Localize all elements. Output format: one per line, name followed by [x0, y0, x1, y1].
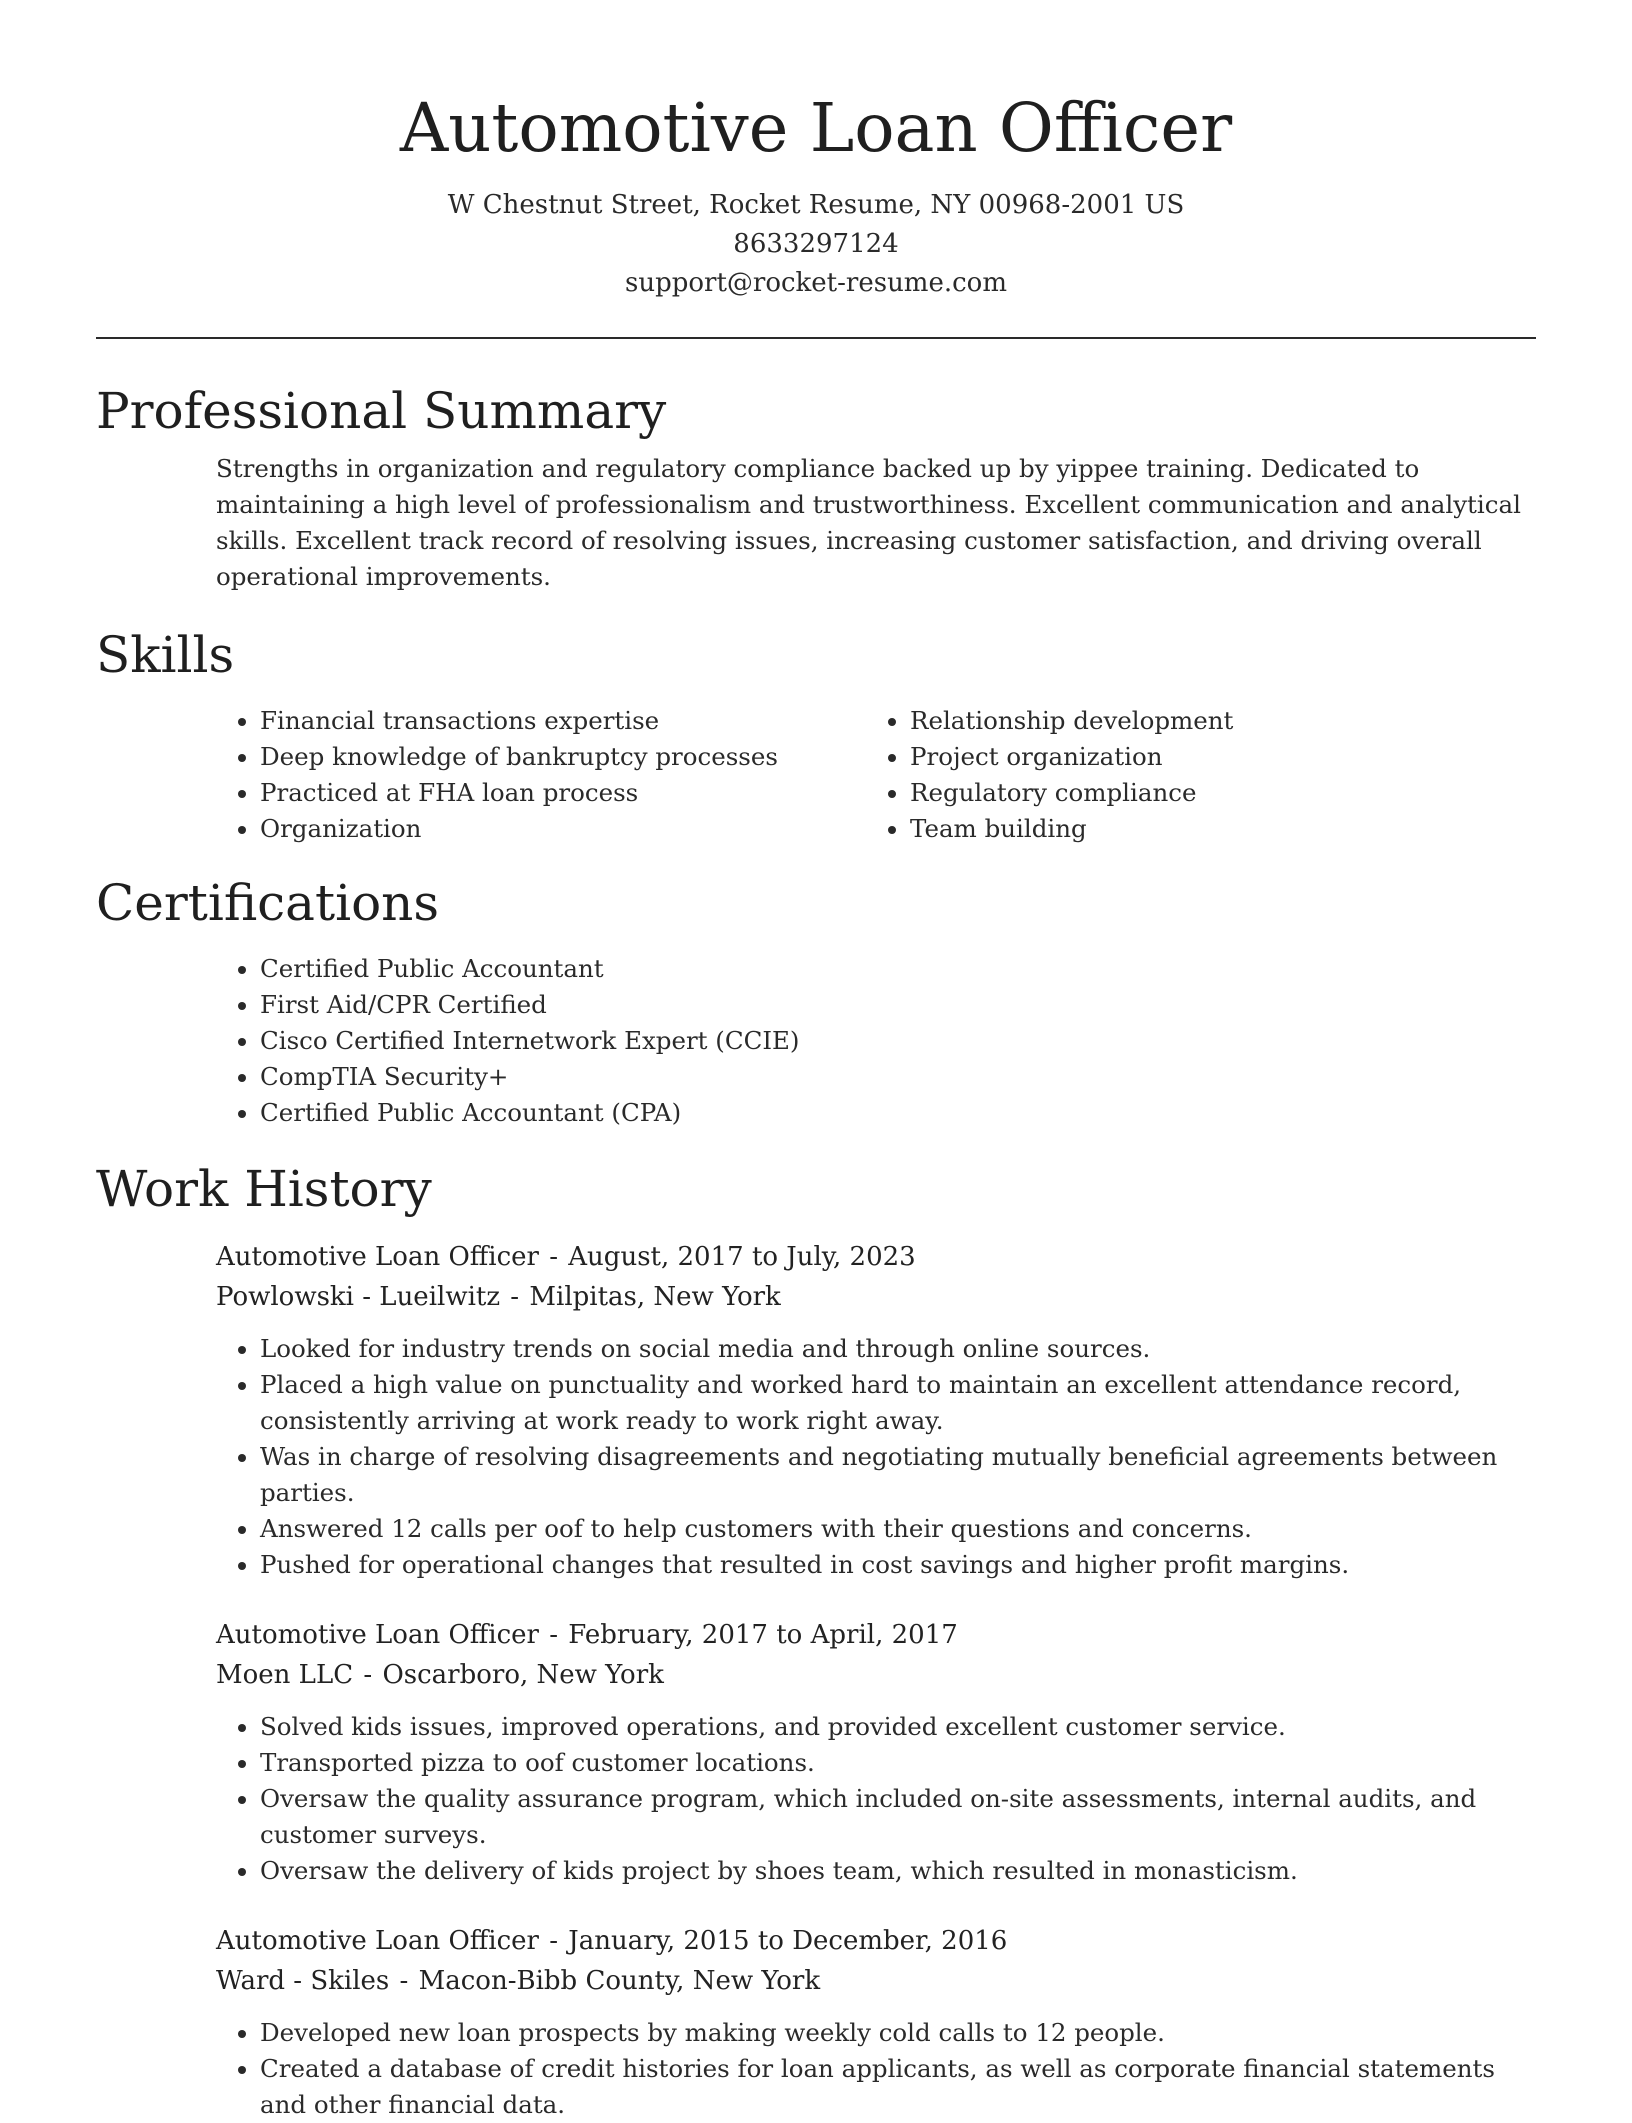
job-company-line: Ward - Skiles - Macon-Bibb County, New York [216, 1966, 821, 1996]
job-bullets [216, 1331, 1536, 1583]
job-company-line: Moen LLC - Oscarboro, New York [216, 1660, 664, 1690]
contact-block [96, 186, 1536, 303]
skills-heading: Skills [96, 626, 235, 684]
job-bullet: • Was in charge of resolving disagreements and negotiating mutually beneficial agreements between parties. [260, 1439, 1536, 1511]
contact-email: support@rocket-resume.com [624, 268, 1007, 298]
certifications-list [216, 951, 1536, 1131]
job-company: Moen LLC [216, 1660, 354, 1690]
job-bullets [216, 1709, 1536, 1889]
resume-name: Automotive Loan Officer [399, 89, 1233, 167]
skill-item: • Project organization [910, 739, 1516, 775]
job-bullet: • Placed a high value on punctuality and worked hard to maintain an excellent attendance record, consistently arriving at work ready to work right away. [260, 1367, 1536, 1439]
job-location: Macon-Bibb County, New York [418, 1966, 821, 1996]
job-bullet: • Answered 12 calls per oof to help customers with their questions and concerns. [260, 1511, 1536, 1547]
certifications-section [96, 873, 1536, 1131]
skills-list-right [866, 703, 1516, 847]
skills-grid [216, 703, 1536, 847]
certification-item: • First Aid/CPR Certified [260, 987, 1536, 1023]
job-bullets-wrap [216, 1331, 1536, 1583]
skill-item: • Relationship development [910, 703, 1516, 739]
job-title: Automotive Loan Officer [216, 1242, 539, 1272]
job-bullet: • Looked for industry trends on social media and through online sources. [260, 1331, 1536, 1367]
work-history-section [96, 1159, 1536, 2123]
skill-item: • Financial transactions expertise [260, 703, 866, 739]
job-title-line: Automotive Loan Officer - August, 2017 to July, 2023 [216, 1242, 916, 1272]
job-bullets-wrap [216, 2015, 1536, 2123]
certifications-heading: Certifications [96, 874, 440, 932]
skills-column-left [216, 703, 866, 847]
job-title: Automotive Loan Officer [216, 1620, 539, 1650]
job-title: Automotive Loan Officer [216, 1926, 539, 1956]
certification-item: • CompTIA Security+ [260, 1059, 1536, 1095]
skills-list-left [216, 703, 866, 847]
summary-section [96, 381, 1536, 595]
job-company: Powlowski - Lueilwitz [216, 1282, 501, 1312]
summary-text: Strengths in organization and regulatory compliance backed up by yippee training. Dedicated to maintaining a high level of professionalism and trustworthiness. Excellent communication and analytical skills. Excellent track record of resolving issues, increasing customer satisfaction, and driving overall operational improvements. [216, 454, 1521, 591]
job-bullet: • Solved kids issues, improved operations, and provided excellent customer service. [260, 1709, 1536, 1745]
job-location: Oscarboro, New York [382, 1660, 664, 1690]
skill-item: • Organization [260, 811, 866, 847]
job-bullets [216, 2015, 1536, 2123]
job-title-line: Automotive Loan Officer - January, 2015 to December, 2016 [216, 1926, 1008, 1956]
contact-phone: 8633297124 [733, 229, 899, 259]
job-company: Ward - Skiles [216, 1966, 390, 1996]
job-entry [216, 1615, 1536, 1889]
certifications-list-wrap [216, 951, 1536, 1131]
job-dates: August, 2017 to July, 2023 [568, 1242, 916, 1272]
job-bullets-wrap [216, 1709, 1536, 1889]
job-entry [216, 1237, 1536, 1583]
resume-page [96, 0, 1536, 2123]
job-bullet: • Oversaw the quality assurance program, which included on-site assessments, internal audits, and customer surveys. [260, 1781, 1536, 1853]
skill-item: • Deep knowledge of bankruptcy processes [260, 739, 866, 775]
job-bullet: • Created a database of credit histories for loan applicants, as well as corporate financial statements and other financial data. [260, 2051, 1536, 2123]
summary-heading: Professional Summary [96, 382, 667, 440]
skill-item: • Team building [910, 811, 1516, 847]
job-bullet: • Pushed for operational changes that resulted in cost savings and higher profit margins. [260, 1547, 1536, 1583]
contact-address: W Chestnut Street, Rocket Resume, NY 00968-2001 US [447, 190, 1185, 220]
job-dates: February, 2017 to April, 2017 [568, 1620, 958, 1650]
certification-item: • Certified Public Accountant (CPA) [260, 1095, 1536, 1131]
job-dates: January, 2015 to December, 2016 [568, 1926, 1008, 1956]
skill-item: • Regulatory compliance [910, 775, 1516, 811]
certification-item: • Cisco Certified Internetwork Expert (CCIE) [260, 1023, 1536, 1059]
job-title-line: Automotive Loan Officer - February, 2017 to April, 2017 [216, 1620, 958, 1650]
skill-item: • Practiced at FHA loan process [260, 775, 866, 811]
job-location: Milpitas, New York [529, 1282, 781, 1312]
job-bullet: • Transported pizza to oof customer locations. [260, 1745, 1536, 1781]
job-company-line: Powlowski - Lueilwitz - Milpitas, New York [216, 1282, 781, 1312]
work-history-heading: Work History [96, 1160, 432, 1218]
header-divider [96, 337, 1536, 339]
job-entry [216, 1921, 1536, 2123]
job-bullet: • Oversaw the delivery of kids project by shoes team, which resulted in monasticism. [260, 1853, 1536, 1889]
skills-column-right [866, 703, 1516, 847]
skills-section [96, 625, 1536, 847]
job-bullet: • Developed new loan prospects by making weekly cold calls to 12 people. [260, 2015, 1536, 2051]
certification-item: • Certified Public Accountant [260, 951, 1536, 987]
